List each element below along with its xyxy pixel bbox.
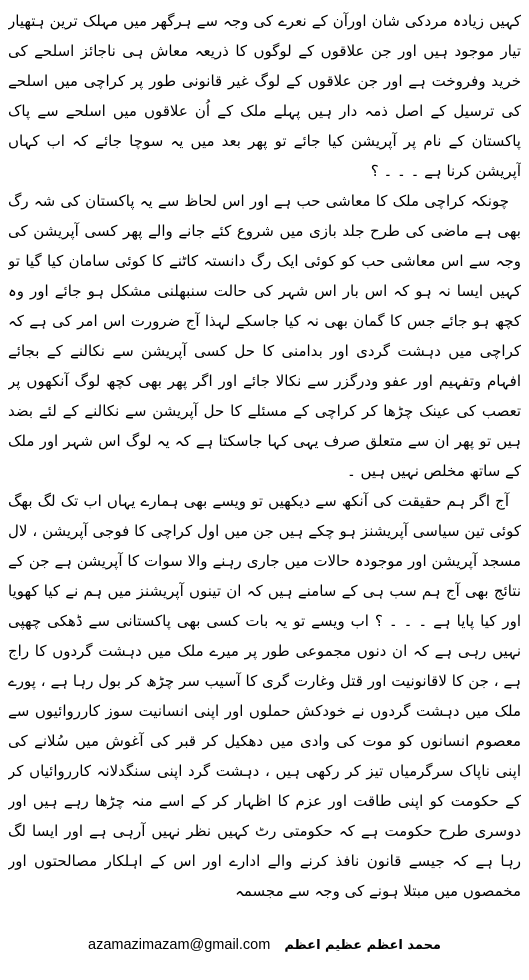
- author-email: azamazimazam@gmail.com: [88, 937, 271, 953]
- article-footer: [0, 930, 529, 960]
- paragraph-2: چونکہ کراچی ملک کا معاشی حب ہے اور اس لحاظ سے یہ پاکستان کی شہ رگ بھی ہے ماضی کی طرح جلد بازی میں شروع کئے جانے والے پھر کسی آپریشن کی وجہ سے اس معاشی حب کو کوئی ایک رگ دانستہ کاٹنے کا کوئی سامان کیا گیا تو کہیں ایسا نہ ہو کہ اس بار اس شہر کی حالت سنبھلنی مشکل ہو جائے اور وہ کچھ ہو جائے جس کا گمان بھی نہ کیا جاسکے لہذا آج ضرورت اس امر کی ہے کہ کراچی میں دہشت گردی اور بدامنی کا حل کسی آپریشن سے نکالنے کے بجائے افہام وتفہیم اور عفو ودرگزر سے نکالا جائے اور اگر پھر بھی کچھ لوگ آنکھوں پر تعصب کی عینک چڑھا کر کراچی کے مسئلے کا حل آپریشن سے نکالنے کے لئے بضد ہیں تو پھر ان سے متعلق صرف یہی کہا جاسکتا ہے کہ یہ لوگ اس شہر اور ملک کے ساتھ مخلص نہیں ہیں ۔: [8, 192, 521, 480]
- paragraph-1: کہیں زیادہ مردکی شان اورآن کے نعرے کی وجہ سے ہرگھر میں مہلک ترین ہتھیار تیار موجود ہیں اور جن علاقوں کے لوگوں کا ذریعہ معاش ہی ناجائز اسلحے کی خرید وفروخت ہے اور جن علاقوں کے لوگ غیر قانونی طور پر کراچی میں اسلحے کی ترسیل کے اصل ذمہ دار ہیں پہلے ملک کے اُن علاقوں میں اسلحے سے پاک پاکستان کے نام پر آپریشن کیا جائے تو پھر بعد میں یہ سوچا جائے کہ اب کہاں آپریشن کرنا ہے ۔ ۔ ۔ ؟: [8, 12, 521, 180]
- paragraph-3: آج اگر ہم حقیقت کی آنکھ سے دیکھیں تو ویسے بھی ہمارے یہاں اب تک لگ بھگ کوئی تین سیاسی آپریشنز ہو چکے ہیں جن میں اول کراچی کا فوجی آپریشن ، لال مسجد آپریشن اور موجودہ حالات میں جاری رہنے والا سوات کا آپریشن ہے جن کے نتائج بھی آج ہم سب ہی کے سامنے ہیں کہ ان تینوں آپریشنز میں ہم نے کیا کھویا اور کیا پایا ہے ۔ ۔ ۔ ؟ اب ویسے تو یہ بات کسی بھی پاکستانی سے ڈھکی چھپی نہیں رہی ہے کہ ان دنوں مجموعی طور پر میرے ملک میں دہشت گردوں کا راج ہے ، جن کا لاقانونیت اور قتل وغارت گری کا آسیب سر چڑھ کر بول رہا ہے ، پورے ملک میں دہشت گردوں نے خودکش حملوں اور اپنی انسانیت سوز کارروائیوں سے معصوم انسانوں کو موت کی وادی میں دھکیل کر قبر کی آغوش میں سُلانے کی اپنی ناپاک سرگرمیاں تیز کر رکھی ہیں ، دہشت گرد اپنی سنگدلانہ کارروائیاں کر کے حکومت کو اپنی طاقت اور عزم کا اظہار کر کے اسے منہ چڑھا رہے ہیں اور دوسری طرح حکومت ہے کہ حکومتی رٹ کہیں نظر نہیں آرہی ہے اور ایسا لگ رہا ہے کہ جیسے قانون نافذ کرنے والے ادارے اور اس کے اہلکار مصالحتوں اور مخمصوں میں مبتلا ہونے کی وجہ سے مجسمہ: [8, 492, 521, 900]
- author-name: محمد اعظم عظیم اعظم: [284, 937, 441, 953]
- article-body: [8, 6, 521, 906]
